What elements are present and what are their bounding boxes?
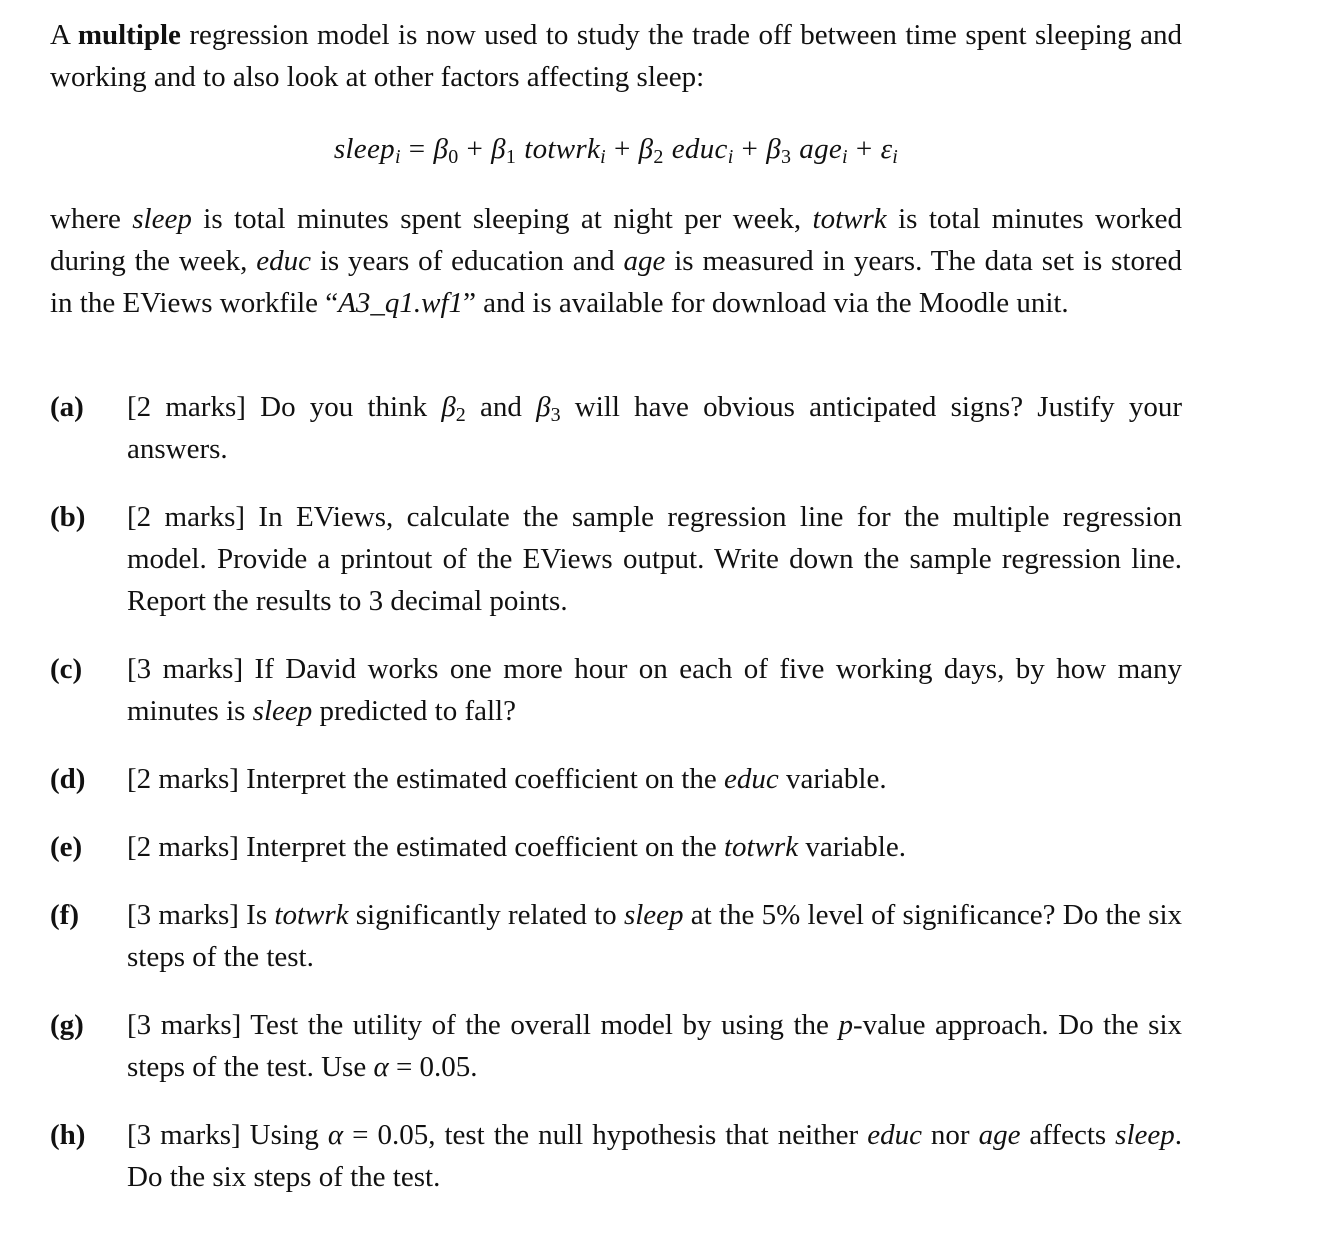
eq-var-educ: educ (671, 133, 728, 165)
assignment-page (50, 14, 1182, 1224)
eq-epsilon-sub: i (892, 146, 899, 168)
question-g-text (127, 1004, 1182, 1088)
qa-text-2: and (465, 391, 537, 423)
question-g (50, 1004, 1182, 1088)
intro-prefix: A (50, 19, 78, 51)
qe-var-totwrk: totwrk (723, 831, 799, 863)
desc-var-educ: educ (256, 245, 311, 277)
question-e-text (127, 826, 1182, 868)
question-f-text (127, 894, 1182, 978)
qh-text-2: = 0.05, test the null hypothesis that neither (343, 1119, 868, 1151)
intro-bold-word: multiple (77, 19, 181, 51)
eq-var-age: age (799, 133, 843, 165)
desc-text-6: ” and is available for download via the Moodle unit. (463, 287, 1069, 319)
question-d-label: (d) (50, 763, 86, 795)
qh-var-age: age (978, 1119, 1021, 1151)
eq-beta1-sub: 1 (505, 146, 517, 168)
eq-equals: = (408, 133, 426, 165)
question-d (50, 758, 1182, 800)
qc-text-2: predicted to fall? (312, 695, 516, 727)
eq-epsilon: ε (880, 133, 893, 165)
eq-beta0: β (433, 133, 449, 165)
qh-var-educ: educ (867, 1119, 922, 1151)
desc-var-age: age (623, 245, 666, 277)
question-h (50, 1114, 1182, 1198)
desc-text-3: is total minutes worked during the week, (50, 203, 1182, 277)
qc-var-sleep: sleep (252, 695, 313, 727)
question-c-text (127, 648, 1182, 732)
qf-text-2: significantly related to (348, 899, 624, 931)
qd-var-educ: educ (723, 763, 779, 795)
intro-paragraph (50, 14, 1182, 98)
qa-beta2: β (441, 391, 456, 423)
eq-var-age-sub: i (842, 146, 848, 168)
regression-equation (50, 128, 1182, 170)
eq-beta1: β (491, 133, 506, 165)
eq-var-totwrk-sub: i (600, 146, 607, 168)
qe-text-2: variable. (798, 831, 906, 863)
variable-description (50, 198, 1182, 324)
desc-var-totwrk: totwrk (812, 203, 887, 235)
qh-alpha: α (327, 1119, 344, 1151)
question-e-label: (e) (50, 831, 83, 863)
desc-text-2: is total minutes spent sleeping at night per week, (191, 203, 813, 235)
desc-text-4: is years of education and (310, 245, 624, 277)
qh-text-4: affects (1020, 1119, 1116, 1151)
qa-beta2-sub: 2 (455, 404, 466, 426)
qh-text-3: nor (921, 1119, 979, 1151)
question-d-text (127, 758, 1182, 800)
desc-var-sleep: sleep (132, 203, 192, 235)
question-g-label: (g) (50, 1009, 84, 1041)
question-h-text (127, 1114, 1182, 1198)
question-e (50, 826, 1182, 868)
question-c (50, 648, 1182, 732)
eq-plus-3: + (741, 133, 759, 165)
qa-text-3: will have obvious anticipated signs? Justify your answers. (127, 391, 1183, 465)
qd-text-2: variable. (778, 763, 887, 795)
eq-lhs-sub: i (394, 146, 401, 168)
desc-text-1: where (50, 203, 133, 235)
question-f-label: (f) (50, 899, 79, 931)
question-h-label: (h) (50, 1119, 86, 1151)
question-c-label: (c) (50, 653, 83, 685)
intro-text: regression model is now used to study the trade off between time spent sleeping and working and to also look at other factors affecting sleep: (50, 19, 1183, 93)
qf-var-sleep: sleep (623, 899, 684, 931)
desc-text-5: is measured in years. The data set is stored in the EViews workfile “ (50, 245, 1182, 319)
question-a (50, 386, 1182, 470)
qd-text-1: [2 marks] Interpret the estimated coefficient on the (127, 763, 724, 795)
qg-var-p: p (838, 1009, 854, 1041)
qf-text-3: at the 5% level of significance? Do the six steps of the test. (127, 899, 1182, 973)
eq-plus-2: + (614, 133, 631, 165)
eq-lhs: sleep (333, 133, 395, 165)
eq-beta3-sub: 3 (780, 146, 792, 168)
question-a-text (127, 386, 1182, 470)
question-b (50, 496, 1182, 622)
eq-beta2: β (638, 133, 654, 165)
qe-text-1: [2 marks] Interpret the estimated coefficient on the (127, 831, 724, 863)
qg-alpha: α (373, 1051, 389, 1083)
eq-var-totwrk: totwrk (524, 133, 601, 165)
eq-var-educ-sub: i (727, 146, 734, 168)
qg-text-1: [3 marks] Test the utility of the overall model by using the (127, 1009, 839, 1041)
qc-text-1: [3 marks] If David works one more hour on each of five working days, by how many minutes is (127, 653, 1182, 727)
qa-text-1: [2 marks] Do you think (127, 391, 442, 423)
qf-text-1: [3 marks] Is (127, 899, 275, 931)
eq-plus-1: + (466, 133, 484, 165)
qa-beta3-sub: 3 (550, 404, 561, 426)
qa-beta3: β (536, 391, 551, 423)
eq-beta2-sub: 2 (653, 146, 664, 168)
eq-beta0-sub: 0 (448, 146, 459, 168)
eq-beta3: β (766, 133, 781, 165)
qh-text-1: [3 marks] Using (127, 1119, 328, 1151)
qf-var-totwrk: totwrk (274, 899, 349, 931)
qh-text-5: . Do the six steps of the test. (127, 1119, 1183, 1193)
question-b-text: [2 marks] In EViews, calculate the sample regression line for the multiple regression model. Provide a printout of the EViews output. Write down the sample regression line. Report the results to 3 decimal points. (127, 501, 1182, 617)
question-f (50, 894, 1182, 978)
qg-text-2: -value approach. Do the six steps of the test. Use (127, 1009, 1182, 1083)
question-a-label: (a) (50, 391, 84, 423)
qg-text-3: = 0.05. (388, 1051, 478, 1083)
qh-var-sleep: sleep (1115, 1119, 1175, 1151)
eq-plus-4: + (855, 133, 873, 165)
desc-workfile-name: A3_q1.wf1 (338, 287, 464, 319)
question-b-label: (b) (50, 501, 86, 533)
